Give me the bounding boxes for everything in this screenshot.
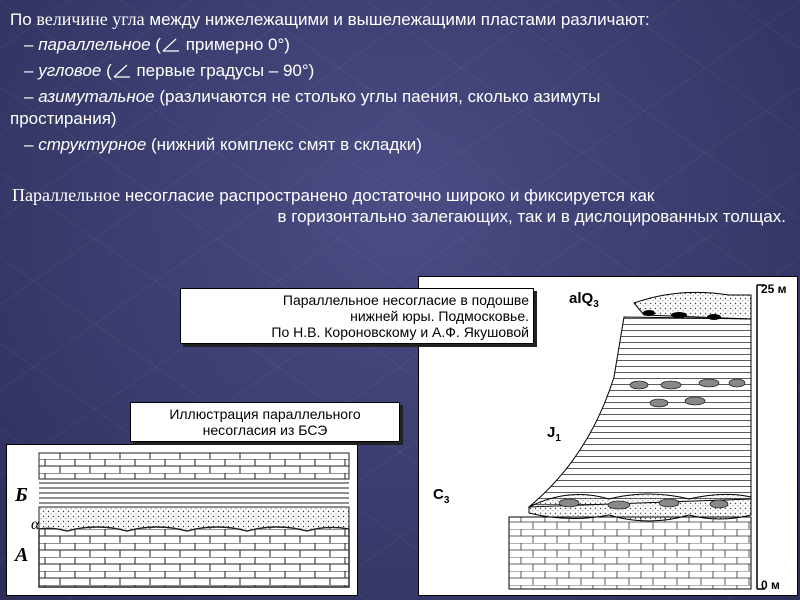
- label-j1: $J_1$: [547, 424, 561, 444]
- para-line2: в горизонтально залегающих, так и в дислоцированных толщах.: [277, 207, 786, 226]
- item-angular: – угловое ( первые градусы – 90°): [24, 61, 315, 80]
- label-alpha: α: [31, 516, 40, 533]
- item-azimuthal-cont: простирания): [10, 109, 117, 128]
- intro-line: По величине угла между нижележащими и вышележащими пластами различают:: [10, 9, 650, 29]
- item-azimuthal: – азимутальное (различаются не столько углы паения, сколько азимуты: [24, 87, 601, 106]
- angle-icon: [161, 38, 181, 52]
- left-figure: [6, 444, 358, 596]
- label-alq3: alQ$_3$: [569, 290, 599, 310]
- label-c3: $C_3$: [433, 486, 450, 506]
- angle-icon: [112, 64, 132, 78]
- para-line1: Параллельное несогласие распространено достаточно широко и фиксируется как: [12, 185, 655, 205]
- caption-left: Иллюстрация параллельного несогласия из БСЭ: [130, 402, 400, 442]
- scale-bottom-label: 0 м: [761, 578, 780, 592]
- label-a: А: [15, 544, 29, 566]
- label-b: Б: [15, 484, 28, 506]
- item-structural: – структурное (нижний комплекс смят в складки): [24, 135, 422, 154]
- item-parallel: – параллельное ( примерно 0°): [24, 35, 290, 54]
- unconformity-diagram: [7, 445, 357, 595]
- caption-right: Параллельное несогласие в подошве нижней юры. Подмосковье. По Н.В. Короновскому и А.Ф. Якушовой: [180, 288, 534, 344]
- scale-top-label: 25 м: [761, 282, 787, 296]
